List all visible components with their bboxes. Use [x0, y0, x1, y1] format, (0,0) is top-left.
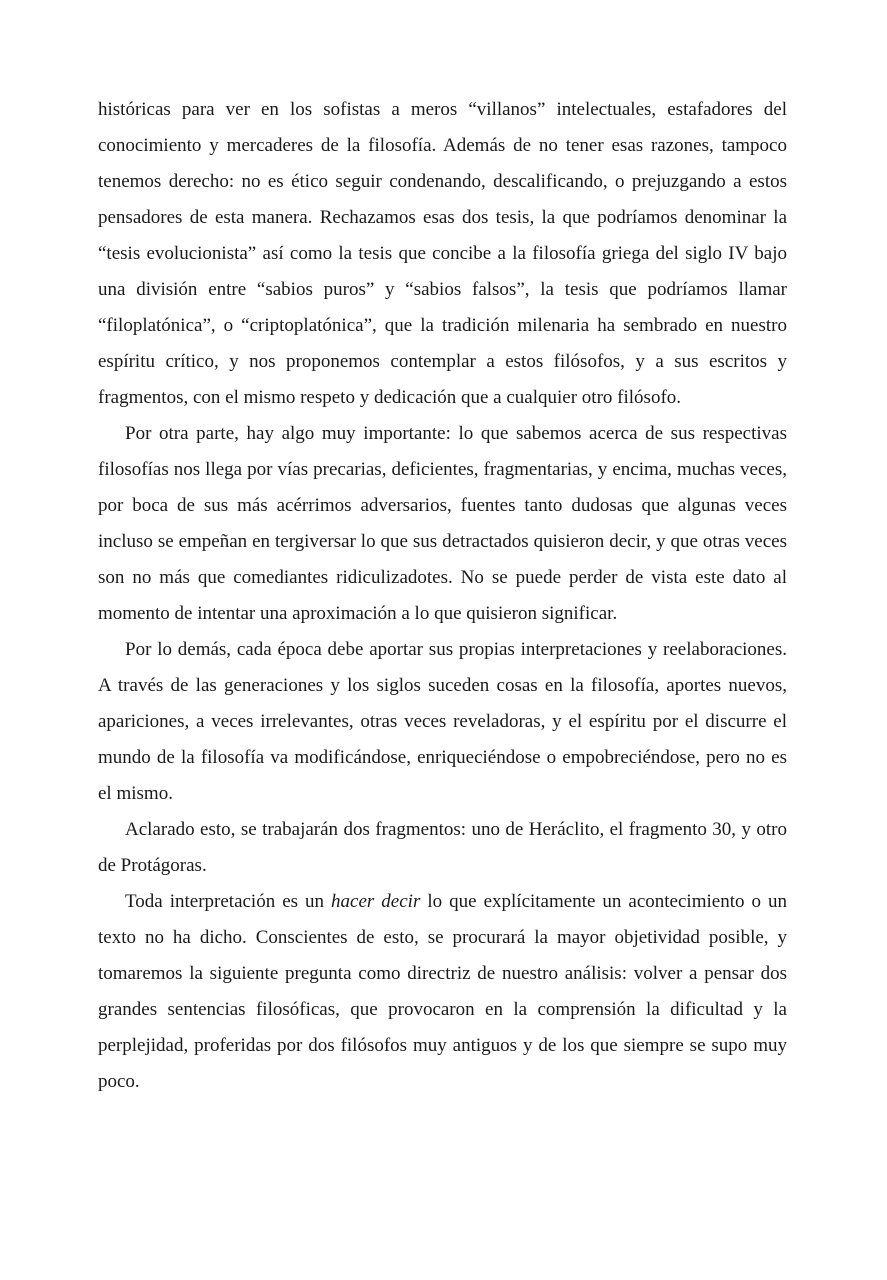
paragraph-sources: Por otra parte, hay algo muy importante: lo que sabemos acerca de sus respectivas filosofías nos llega por vías precarias, deficientes, fragmentarias, y encima, muchas veces, por boca de sus más acérrimos adversarios, fuentes tanto dudosas que algunas veces incluso se empeñan en tergiversar lo que sus detractados quisieron decir, y que otras veces son no más que comediantes ridiculizadotes. No se puede perder de vista este dato al momento de intentar una aproximación a lo que quisieron significar.	[98, 423, 787, 624]
paragraph-interpretations: Por lo demás, cada época debe aportar sus propias interpretaciones y reelaboraciones. A través de las generaciones y los siglos suceden cosas en la filosofía, aportes nuevos, apariciones, a veces irrelevantes, otras veces reveladoras, y el espíritu por el discurre el mundo de la filosofía va modificándose, enriqueciéndose o empobreciéndose, pero no es el mismo.	[98, 639, 787, 804]
paragraph-interpretation-method	[98, 884, 787, 1100]
emphasis-text: hacer decir	[331, 891, 421, 912]
paragraph-fragments: Aclarado esto, se trabajarán dos fragmentos: uno de Heráclito, el fragmento 30, y otro de Protágoras.	[98, 819, 787, 876]
document-page	[98, 92, 787, 1100]
paragraph-continuation: históricas para ver en los sofistas a meros “villanos” intelectuales, estafadores del conocimiento y mercaderes de la filosofía. Además de no tener esas razones, tampoco tenemos derecho: no es ético seguir condenando, descalificando, o prejuzgando a estos pensadores de esta manera. Rechazamos esas dos tesis, la que podríamos denominar la “tesis evolucionista” así como la tesis que concibe a la filosofía griega del siglo IV bajo una división entre “sabios puros” y “sabios falsos”, la tesis que podríamos llamar “filoplatónica”, o “criptoplatónica”, que la tradición milenaria ha sembrado en nuestro espíritu crítico, y nos proponemos contemplar a estos filósofos, y a sus escritos y fragmentos, con el mismo respeto y dedicación que a cualquier otro filósofo.	[98, 99, 787, 408]
text-run: Toda interpretación es un	[125, 891, 332, 912]
text-run: lo que explícitamente un acontecimiento o un texto no ha dicho. Conscientes de esto, se procurará la mayor objetividad posible, y tomaremos la siguiente pregunta como directriz de nuestro análisis: volver a pensar dos grandes sentencias filosóficas, que provocaron en la comprensión la dificultad y la perplejidad, proferidas por dos filósofos muy antiguos y de los que siempre se supo muy poco.	[98, 891, 787, 1092]
